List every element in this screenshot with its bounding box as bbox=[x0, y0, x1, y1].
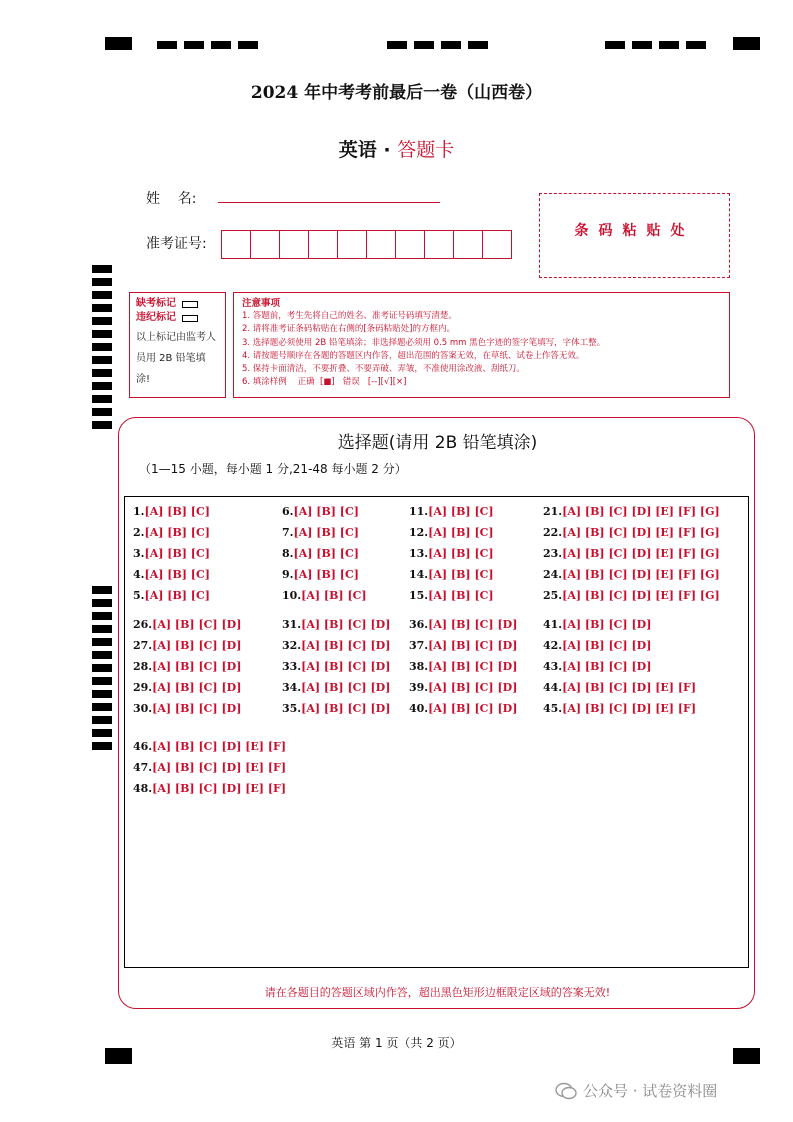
notice-box bbox=[233, 292, 730, 398]
answer-options[interactable]: [A] [B] [C] bbox=[301, 589, 367, 602]
question-number: 22. bbox=[543, 526, 563, 539]
question-number: 9. bbox=[282, 568, 294, 581]
question-item[interactable] bbox=[133, 505, 210, 518]
answer-options[interactable]: [A] [B] [C] [D] bbox=[562, 618, 652, 631]
question-item[interactable] bbox=[543, 589, 720, 602]
section-title: 选择题(请用 2B 铅笔填涂) bbox=[337, 433, 538, 453]
question-item[interactable] bbox=[409, 547, 494, 560]
question-number: 14. bbox=[409, 568, 429, 581]
question-number: 44. bbox=[543, 681, 563, 694]
answer-options[interactable]: [A] [B] [C] bbox=[144, 547, 210, 560]
question-item[interactable] bbox=[282, 660, 390, 673]
timing-mark bbox=[468, 41, 488, 49]
answer-options[interactable]: [A] [B] [C] [D] bbox=[428, 681, 518, 694]
question-number: 31. bbox=[282, 618, 302, 631]
question-number: 10. bbox=[282, 589, 302, 602]
question-item[interactable] bbox=[409, 639, 517, 652]
question-number: 28. bbox=[133, 660, 153, 673]
question-number: 12. bbox=[409, 526, 429, 539]
notice-item: 5. 保持卡面清洁，不要折叠、不要弄破、弄皱，不准使用涂改液、刮纸刀。 bbox=[242, 364, 525, 375]
timing-mark bbox=[632, 41, 652, 49]
answer-options[interactable]: [A] [B] [C] bbox=[428, 526, 494, 539]
timing-mark bbox=[92, 369, 112, 377]
question-item[interactable] bbox=[282, 681, 390, 694]
violation-mark-label: 违纪标记 bbox=[136, 312, 176, 323]
barcode-area: 条码粘贴处 bbox=[539, 193, 730, 278]
question-item[interactable] bbox=[282, 568, 359, 581]
question-number: 46. bbox=[133, 740, 153, 753]
answer-options[interactable]: [A] [B] [C] [D] [E] [F] [G] bbox=[562, 568, 720, 581]
answer-options[interactable]: [A] [B] [C] bbox=[144, 526, 210, 539]
notice-item: 2. 请将准考证条码粘贴在右侧的[条码粘贴处]的方框内。 bbox=[242, 324, 455, 335]
watermark-text: 公众号 · 试卷资料圈 bbox=[583, 1082, 718, 1100]
question-number: 27. bbox=[133, 639, 153, 652]
id-digit-box[interactable] bbox=[424, 230, 454, 259]
exam-id-label: 准考证号: bbox=[146, 236, 207, 252]
timing-mark bbox=[92, 408, 112, 416]
question-item[interactable] bbox=[133, 660, 241, 673]
timing-mark bbox=[92, 651, 112, 659]
question-item[interactable] bbox=[409, 702, 517, 715]
timing-mark bbox=[387, 41, 407, 49]
answer-options[interactable]: [A] [B] [C] [D] bbox=[562, 639, 652, 652]
timing-mark bbox=[184, 41, 204, 49]
answer-options[interactable]: [A] [B] [C] bbox=[428, 568, 494, 581]
question-item[interactable] bbox=[133, 782, 286, 795]
timing-mark bbox=[92, 677, 112, 685]
answer-options[interactable]: [A] [B] [C] [D] bbox=[301, 639, 391, 652]
question-item[interactable] bbox=[543, 681, 696, 694]
page-footer: 英语 第 1 页（共 2 页） bbox=[331, 1036, 462, 1050]
timing-mark bbox=[605, 41, 625, 49]
id-digit-box[interactable] bbox=[337, 230, 367, 259]
answer-options[interactable]: [A] [B] [C] bbox=[144, 505, 210, 518]
answer-options[interactable]: [A] [B] [C] [D] bbox=[152, 639, 242, 652]
timing-mark bbox=[92, 625, 112, 633]
question-number: 48. bbox=[133, 782, 153, 795]
question-number: 40. bbox=[409, 702, 429, 715]
absent-mark-box[interactable] bbox=[182, 301, 198, 308]
answer-options[interactable]: [A] [B] [C] [D] [E] [F] [G] bbox=[562, 526, 720, 539]
timing-mark bbox=[92, 690, 112, 698]
timing-mark bbox=[92, 599, 112, 607]
section-warning: 请在各题目的答题区域内作答，超出黑色矩形边框限定区域的答案无效! bbox=[264, 986, 611, 999]
question-item[interactable] bbox=[543, 702, 696, 715]
question-number: 35. bbox=[282, 702, 302, 715]
question-item[interactable] bbox=[543, 618, 651, 631]
question-number: 2. bbox=[133, 526, 145, 539]
question-item[interactable] bbox=[282, 526, 359, 539]
timing-mark bbox=[92, 742, 112, 750]
question-number: 38. bbox=[409, 660, 429, 673]
timing-mark bbox=[92, 395, 112, 403]
timing-mark bbox=[157, 41, 177, 49]
section-note: （1—15 小题，每小题 1 分,21-48 每小题 2 分） bbox=[139, 462, 407, 476]
timing-mark bbox=[92, 421, 112, 429]
violation-mark[interactable] bbox=[136, 311, 219, 325]
id-digit-box[interactable] bbox=[279, 230, 309, 259]
question-number: 26. bbox=[133, 618, 153, 631]
answer-options[interactable]: [A] [B] [C] [D] bbox=[428, 639, 518, 652]
timing-mark bbox=[211, 41, 231, 49]
question-item[interactable] bbox=[409, 589, 494, 602]
question-number: 42. bbox=[543, 639, 563, 652]
question-number: 23. bbox=[543, 547, 563, 560]
timing-mark bbox=[92, 612, 112, 620]
answer-options[interactable]: [A] [B] [C] [D] [E] [F] bbox=[562, 702, 697, 715]
answer-options[interactable]: [A] [B] [C] [D] bbox=[152, 660, 242, 673]
question-item[interactable] bbox=[133, 526, 210, 539]
id-digit-box[interactable] bbox=[395, 230, 425, 259]
id-digit-box[interactable] bbox=[250, 230, 280, 259]
answer-options[interactable]: [A] [B] [C] bbox=[428, 589, 494, 602]
timing-mark bbox=[92, 291, 112, 299]
card-label: 答题卡 bbox=[397, 139, 455, 161]
timing-mark bbox=[92, 356, 112, 364]
timing-mark bbox=[92, 317, 112, 325]
question-item[interactable] bbox=[409, 526, 494, 539]
answer-options[interactable]: [A] [B] [C] [D] [E] [F] [G] bbox=[562, 547, 720, 560]
question-number: 11. bbox=[409, 505, 429, 518]
timing-mark bbox=[92, 304, 112, 312]
question-item[interactable] bbox=[133, 681, 241, 694]
question-number: 15. bbox=[409, 589, 429, 602]
question-number: 25. bbox=[543, 589, 563, 602]
question-number: 8. bbox=[282, 547, 294, 560]
timing-mark bbox=[659, 41, 679, 49]
id-digit-box[interactable] bbox=[221, 230, 251, 259]
answer-options[interactable]: [A] [B] [C] [D] [E] [F] [G] bbox=[562, 505, 720, 518]
question-number: 36. bbox=[409, 618, 429, 631]
answer-options[interactable]: [A] [B] [C] [D] bbox=[562, 660, 652, 673]
question-number: 39. bbox=[409, 681, 429, 694]
question-number: 41. bbox=[543, 618, 563, 631]
question-number: 30. bbox=[133, 702, 153, 715]
marks-note: 以上标记由监考人员用 2B 铅笔填涂! bbox=[136, 332, 216, 385]
question-item[interactable] bbox=[133, 702, 241, 715]
question-number: 33. bbox=[282, 660, 302, 673]
question-item[interactable] bbox=[409, 568, 494, 581]
question-number: 29. bbox=[133, 681, 153, 694]
answer-options[interactable]: [A] [B] [C] [D] bbox=[301, 660, 391, 673]
notice-item: 3. 选择题必须使用 2B 铅笔填涂；非选择题必须用 0.5 mm 黑色字迹的签字笔填写，字体工整。 bbox=[242, 337, 606, 348]
answer-options[interactable]: [A] [B] [C] [D] bbox=[152, 618, 242, 631]
timing-mark bbox=[92, 265, 112, 273]
question-number: 13. bbox=[409, 547, 429, 560]
timing-mark bbox=[92, 638, 112, 646]
question-item[interactable] bbox=[543, 505, 720, 518]
timing-mark bbox=[92, 278, 112, 286]
exam-id-field[interactable] bbox=[222, 230, 512, 259]
question-item[interactable] bbox=[409, 681, 517, 694]
answer-options[interactable]: [A] [B] [C] bbox=[293, 505, 359, 518]
answer-options[interactable]: [A] [B] [C] bbox=[293, 547, 359, 560]
question-number: 21. bbox=[543, 505, 563, 518]
multiple-choice-section bbox=[118, 417, 755, 1009]
answer-options[interactable]: [A] [B] [C] bbox=[428, 547, 494, 560]
timing-mark bbox=[92, 343, 112, 351]
question-item[interactable] bbox=[543, 660, 651, 673]
question-item[interactable] bbox=[282, 589, 367, 602]
question-number: 45. bbox=[543, 702, 563, 715]
wechat-icon bbox=[555, 1082, 577, 1100]
question-item[interactable] bbox=[282, 702, 390, 715]
answer-options[interactable]: [A] [B] [C] [D] bbox=[301, 618, 391, 631]
question-item[interactable] bbox=[133, 547, 210, 560]
answer-options[interactable]: [A] [B] [C] [D] bbox=[428, 618, 518, 631]
answer-options[interactable]: [A] [B] [C] bbox=[293, 526, 359, 539]
question-number: 1. bbox=[133, 505, 145, 518]
answer-options[interactable]: [A] [B] [C] [D] bbox=[428, 660, 518, 673]
answer-options[interactable]: [A] [B] [C] bbox=[428, 505, 494, 518]
name-field[interactable] bbox=[218, 202, 440, 203]
question-number: 3. bbox=[133, 547, 145, 560]
supervisor-marks bbox=[129, 292, 226, 398]
question-item[interactable] bbox=[543, 639, 651, 652]
timing-mark bbox=[92, 716, 112, 724]
title-separator: · bbox=[383, 139, 391, 161]
question-number: 34. bbox=[282, 681, 302, 694]
timing-mark bbox=[92, 382, 112, 390]
question-item[interactable] bbox=[133, 639, 241, 652]
timing-mark bbox=[238, 41, 258, 49]
answer-options[interactable]: [A] [B] [C] bbox=[144, 568, 210, 581]
timing-mark bbox=[92, 330, 112, 338]
question-number: 4. bbox=[133, 568, 145, 581]
card-title bbox=[0, 135, 793, 162]
timing-mark bbox=[92, 586, 112, 594]
answer-options[interactable]: [A] [B] [C] [D] [E] [F] bbox=[152, 761, 287, 774]
question-item[interactable] bbox=[543, 547, 720, 560]
question-number: 24. bbox=[543, 568, 563, 581]
question-number: 47. bbox=[133, 761, 153, 774]
absent-mark[interactable] bbox=[136, 297, 219, 311]
answer-options[interactable]: [A] [B] [C] [D] bbox=[428, 702, 518, 715]
answer-options[interactable]: [A] [B] [C] [D] [E] [F] bbox=[562, 681, 697, 694]
id-digit-box[interactable] bbox=[366, 230, 396, 259]
question-item[interactable] bbox=[133, 761, 286, 774]
registration-mark bbox=[105, 37, 132, 50]
timing-mark bbox=[414, 41, 434, 49]
question-item[interactable] bbox=[133, 618, 241, 631]
question-item[interactable] bbox=[282, 639, 390, 652]
answer-options[interactable]: [A] [B] [C] [D] bbox=[152, 681, 242, 694]
answer-options[interactable]: [A] [B] [C] bbox=[293, 568, 359, 581]
answer-options[interactable]: [A] [B] [C] [D] [E] [F] bbox=[152, 782, 287, 795]
question-item[interactable] bbox=[133, 568, 210, 581]
question-item[interactable] bbox=[543, 526, 720, 539]
notice-title: 注意事项 bbox=[242, 298, 281, 309]
timing-mark bbox=[441, 41, 461, 49]
answer-options[interactable]: [A] [B] [C] [D] [E] [F] bbox=[152, 740, 287, 753]
timing-mark bbox=[686, 41, 706, 49]
question-item[interactable] bbox=[409, 505, 494, 518]
exam-title: 2024 年中考考前最后一卷（山西卷） bbox=[250, 83, 543, 103]
absent-mark-label: 缺考标记 bbox=[136, 298, 176, 309]
answer-options[interactable]: [A] [B] [C] [D] [E] [F] [G] bbox=[562, 589, 720, 602]
violation-mark-box[interactable] bbox=[182, 315, 198, 322]
timing-mark bbox=[92, 664, 112, 672]
question-item[interactable] bbox=[409, 618, 517, 631]
answer-options[interactable]: [A] [B] [C] [D] bbox=[152, 702, 242, 715]
question-item[interactable] bbox=[133, 589, 210, 602]
notice-item: 6. 填涂样例 正确 [■] 错误 [--][√][×] bbox=[242, 377, 407, 388]
question-number: 6. bbox=[282, 505, 294, 518]
question-number: 43. bbox=[543, 660, 563, 673]
subject-label: 英语 bbox=[338, 139, 377, 161]
timing-mark bbox=[92, 729, 112, 737]
question-number: 7. bbox=[282, 526, 294, 539]
question-item[interactable] bbox=[282, 505, 359, 518]
timing-mark bbox=[92, 703, 112, 711]
answer-options[interactable]: [A] [B] [C] [D] bbox=[301, 702, 391, 715]
answer-options[interactable]: [A] [B] [C] [D] bbox=[301, 681, 391, 694]
question-item[interactable] bbox=[282, 618, 390, 631]
question-number: 32. bbox=[282, 639, 302, 652]
question-item[interactable] bbox=[543, 568, 720, 581]
question-number: 37. bbox=[409, 639, 429, 652]
watermark bbox=[555, 1080, 717, 1101]
registration-mark bbox=[733, 37, 760, 50]
id-digit-box[interactable] bbox=[308, 230, 338, 259]
question-item[interactable] bbox=[282, 547, 359, 560]
answer-area bbox=[124, 496, 749, 968]
id-digit-box[interactable] bbox=[482, 230, 512, 259]
answer-options[interactable]: [A] [B] [C] bbox=[144, 589, 210, 602]
id-digit-box[interactable] bbox=[453, 230, 483, 259]
question-item[interactable] bbox=[409, 660, 517, 673]
question-number: 5. bbox=[133, 589, 145, 602]
notice-item: 1. 答题前，考生先将自己的姓名、准考证号码填写清楚。 bbox=[242, 311, 457, 322]
name-label: 姓 名: bbox=[146, 191, 197, 207]
notice-item: 4. 请按题号顺序在各题的答题区内作答，超出范围的答案无效，在草纸、试卷上作答无效。 bbox=[242, 350, 585, 361]
question-item[interactable] bbox=[133, 740, 286, 753]
